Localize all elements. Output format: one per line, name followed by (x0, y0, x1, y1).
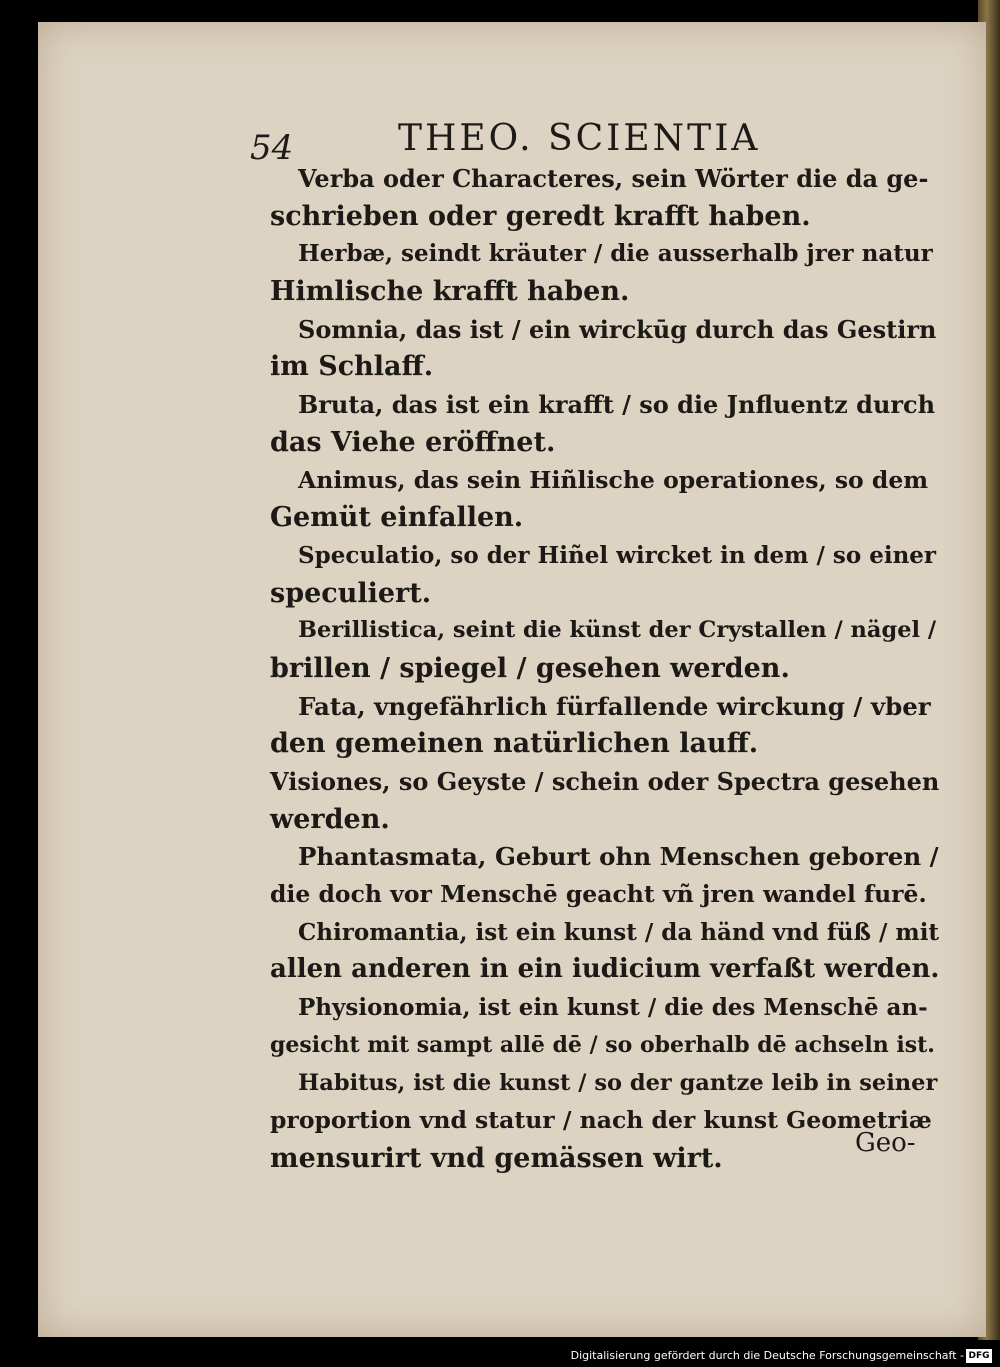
text-line: Fata, vngefährlich fürfallende wirckung / vber (298, 691, 931, 721)
text-line: mensurirt vnd gemässen wirt. (270, 1142, 723, 1174)
text-line: gesicht mit sampt allē dē / so oberhalb dē achseln ist. (270, 1031, 935, 1058)
digitization-credit: Digitalisierung gefördert durch die Deutsche Forschungsgemeinschaft - (0, 1345, 1000, 1367)
text-line: die doch vor Menschē geacht vñ jren wandel furē. (270, 880, 927, 909)
text-line: Gemüt einfallen. (270, 502, 524, 534)
text-line: werden. (270, 803, 390, 835)
text-line: im Schlaff. (270, 351, 434, 383)
text-line: schrieben oder geredt krafft haben. (270, 200, 811, 232)
body-text (270, 160, 940, 1178)
text-line: Habitus, ist die kunst / so der gantze leib in seiner (298, 1069, 938, 1096)
page-number: 54 (250, 128, 294, 168)
text-line: Himlische krafft haben. (270, 276, 630, 308)
text-line: allen anderen in ein iudicium verfaßt werden. (270, 954, 940, 985)
text-line: Animus, das sein Hiñlische operationes, so dem (298, 465, 929, 494)
text-line: Chiromantia, ist ein kunst / da händ vnd füß / mit (298, 918, 940, 946)
text-line: Speculatio, so der Hiñel wircket in dem / so einer (298, 541, 937, 569)
text-line: Berillistica, seint die künst der Crystallen / nägel / (298, 617, 937, 644)
text-line: speculiert. (270, 577, 432, 609)
text-line: Phantasmata, Geburt ohn Menschen geboren / (298, 842, 939, 872)
text-line: Herbæ, seindt kräuter / die ausserhalb jrer natur (298, 240, 933, 268)
text-line: Verba oder Characteres, sein Wörter die da ge- (298, 164, 929, 193)
text-line: Physionomia, ist ein kunst / die des Menschē an- (298, 994, 928, 1022)
text-line: proportion vnd statur / nach der kunst Geometriæ (270, 1106, 932, 1135)
dfg-logo: DFG (966, 1349, 992, 1363)
text-line: brillen / spiegel / gesehen werden. (270, 652, 790, 684)
text-line: Visiones, so Geyste / schein oder Spectra gesehen (270, 767, 940, 796)
catchword: Geo- (855, 1128, 916, 1158)
text-line: Bruta, das ist ein krafft / so die Jnfluentz durch (298, 390, 936, 420)
running-head: THEO. SCIENTIA (398, 118, 761, 159)
text-line: den gemeinen natürlichen lauff. (270, 728, 759, 760)
text-line: das Viehe eröffnet. (270, 426, 556, 458)
text-line: Somnia, das ist / ein wirckūg durch das Gestirn (298, 314, 937, 344)
